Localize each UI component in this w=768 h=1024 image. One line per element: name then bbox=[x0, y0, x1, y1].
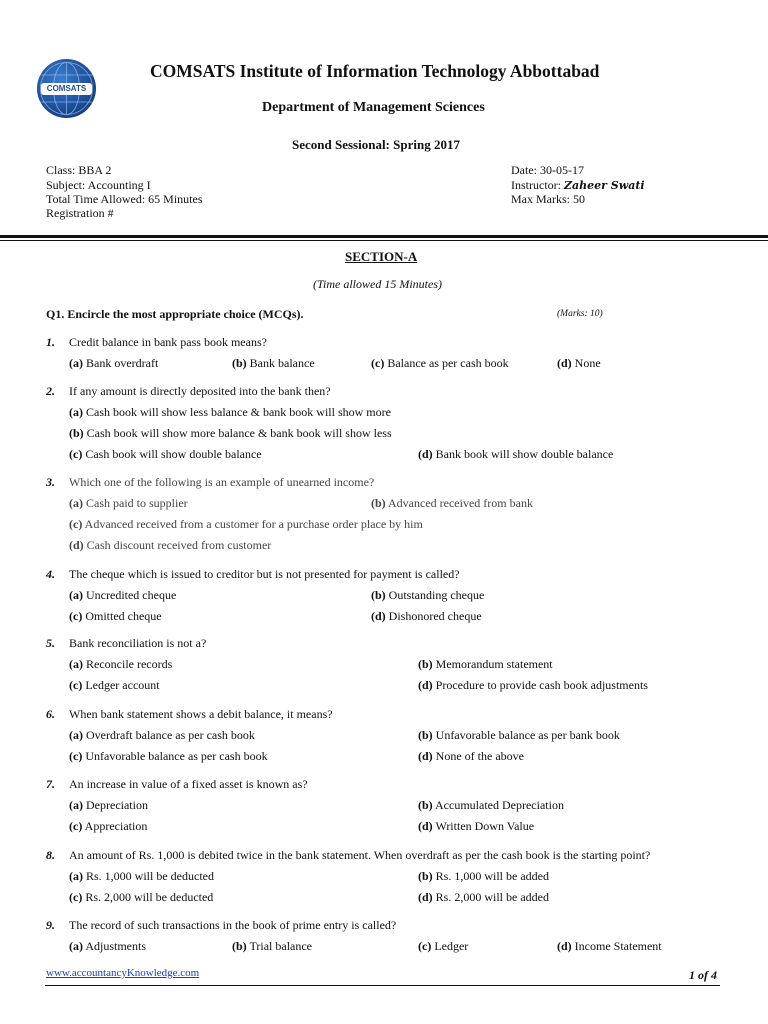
q5-option-d[interactable]: (d) Procedure to provide cash book adjustments bbox=[418, 678, 648, 692]
comsats-logo bbox=[37, 59, 96, 118]
q3-option-d[interactable]: (d) Cash discount received from customer bbox=[69, 538, 272, 552]
question-1-text: Credit balance in bank pass book means? bbox=[69, 335, 267, 349]
q2-option-c[interactable]: (c) Cash book will show double balance bbox=[69, 447, 262, 461]
q3-option-b[interactable]: (b) Advanced received from bank bbox=[371, 496, 533, 510]
q1-option-b[interactable]: (b) Bank balance bbox=[232, 356, 315, 370]
q8-option-c[interactable]: (c) Rs. 2,000 will be deducted bbox=[69, 890, 214, 904]
q3-option-a[interactable]: (a) Cash paid to supplier bbox=[69, 496, 188, 510]
footer-website-link[interactable]: www.accountancyKnowledge.com bbox=[46, 967, 200, 979]
meta-instructor bbox=[511, 178, 645, 193]
q9-option-b[interactable]: (b) Trial balance bbox=[232, 939, 313, 953]
instructor-label: Instructor: bbox=[511, 178, 561, 192]
q6-option-d[interactable]: (d) None of the above bbox=[418, 749, 524, 763]
q5-option-b[interactable]: (b) Memorandum statement bbox=[418, 657, 553, 671]
question-3-number: 3. bbox=[46, 475, 55, 489]
header-divider-thin bbox=[0, 240, 768, 241]
q7-option-a[interactable]: (a) Depreciation bbox=[69, 798, 148, 812]
q2-option-d[interactable]: (d) Bank book will show double balance bbox=[418, 447, 614, 461]
q8-option-b[interactable]: (b) Rs. 1,000 will be added bbox=[418, 869, 549, 883]
q4-option-a[interactable]: (a) Uncredited cheque bbox=[69, 588, 177, 602]
question-9-text: The record of such transactions in the book of prime entry is called? bbox=[69, 918, 397, 932]
q8-option-d[interactable]: (d) Rs. 2,000 will be added bbox=[418, 890, 549, 904]
q7-option-b[interactable]: (b) Accumulated Depreciation bbox=[418, 798, 564, 812]
q2-option-b[interactable]: (b) Cash book will show more balance & bank book will show less bbox=[69, 426, 392, 440]
q2-option-a[interactable]: (a) Cash book will show less balance & bank book will show more bbox=[69, 405, 391, 419]
instructor-name: Zaheer Swati bbox=[564, 179, 645, 192]
meta-subject: Subject: Accounting I bbox=[46, 178, 151, 192]
q9-option-a[interactable]: (a) Adjustments bbox=[69, 939, 147, 953]
institute-title: COMSATS Institute of Information Technology Abbottabad bbox=[150, 61, 600, 81]
question-5-text: Bank reconciliation is not a? bbox=[69, 636, 207, 650]
section-title: SECTION-A bbox=[345, 249, 418, 264]
q9-option-d[interactable]: (d) Income Statement bbox=[557, 939, 662, 953]
exam-title: Second Sessional: Spring 2017 bbox=[292, 137, 460, 152]
q1-option-d[interactable]: (d) None bbox=[557, 356, 601, 370]
q4-option-b[interactable]: (b) Outstanding cheque bbox=[371, 588, 485, 602]
footer-divider bbox=[45, 985, 720, 986]
question-7-number: 7. bbox=[46, 777, 55, 791]
q1-heading: Q1. Encircle the most appropriate choice (MCQs). bbox=[46, 307, 304, 321]
question-6-text: When bank statement shows a debit balance, it means? bbox=[69, 707, 333, 721]
meta-registration: Registration # bbox=[46, 206, 114, 220]
q6-option-a[interactable]: (a) Overdraft balance as per cash book bbox=[69, 728, 255, 742]
q8-option-a[interactable]: (a) Rs. 1,000 will be deducted bbox=[69, 869, 214, 883]
q3-option-c[interactable]: (c) Advanced received from a customer for a purchase order place by him bbox=[69, 517, 423, 531]
meta-max-marks: Max Marks: 50 bbox=[511, 192, 585, 206]
meta-date: Date: 30-05-17 bbox=[511, 163, 584, 177]
question-4-number: 4. bbox=[46, 567, 55, 581]
question-3-text: Which one of the following is an example of unearned income? bbox=[69, 475, 375, 489]
question-2-text: If any amount is directly deposited into the bank then? bbox=[69, 384, 331, 398]
meta-time: Total Time Allowed: 65 Minutes bbox=[46, 192, 203, 206]
question-1-number: 1. bbox=[46, 335, 55, 349]
q1-option-a[interactable]: (a) Bank overdraft bbox=[69, 356, 159, 370]
department-title: Department of Management Sciences bbox=[262, 100, 485, 115]
footer-page-number: 1 of 4 bbox=[689, 968, 717, 982]
q4-option-d[interactable]: (d) Dishonored cheque bbox=[371, 609, 482, 623]
q6-option-b[interactable]: (b) Unfavorable balance as per bank book bbox=[418, 728, 620, 742]
q9-option-c[interactable]: (c) Ledger bbox=[418, 939, 469, 953]
q1-option-c[interactable]: (c) Balance as per cash book bbox=[371, 356, 509, 370]
meta-class: Class: BBA 2 bbox=[46, 163, 112, 177]
q7-option-d[interactable]: (d) Written Down Value bbox=[418, 819, 535, 833]
q1-marks: (Marks: 10) bbox=[557, 309, 603, 319]
header-divider-thick bbox=[0, 235, 768, 238]
section-time-note: (Time allowed 15 Minutes) bbox=[313, 277, 442, 291]
logo-text: COMSATS bbox=[46, 84, 87, 93]
question-7-text: An increase in value of a fixed asset is known as? bbox=[69, 777, 308, 791]
question-2-number: 2. bbox=[46, 384, 55, 398]
q5-option-c[interactable]: (c) Ledger account bbox=[69, 678, 160, 692]
q4-option-c[interactable]: (c) Omitted cheque bbox=[69, 609, 162, 623]
question-6-number: 6. bbox=[46, 707, 55, 721]
q7-option-c[interactable]: (c) Appreciation bbox=[69, 819, 148, 833]
question-5-number: 5. bbox=[46, 636, 55, 650]
question-8-text: An amount of Rs. 1,000 is debited twice in the bank statement. When overdraft as per the cash book is the starting point? bbox=[69, 848, 651, 862]
q6-option-c[interactable]: (c) Unfavorable balance as per cash book bbox=[69, 749, 268, 763]
question-9-number: 9. bbox=[46, 918, 55, 932]
question-8-number: 8. bbox=[46, 848, 55, 862]
q5-option-a[interactable]: (a) Reconcile records bbox=[69, 657, 173, 671]
question-4-text: The cheque which is issued to creditor but is not presented for payment is called? bbox=[69, 567, 460, 581]
